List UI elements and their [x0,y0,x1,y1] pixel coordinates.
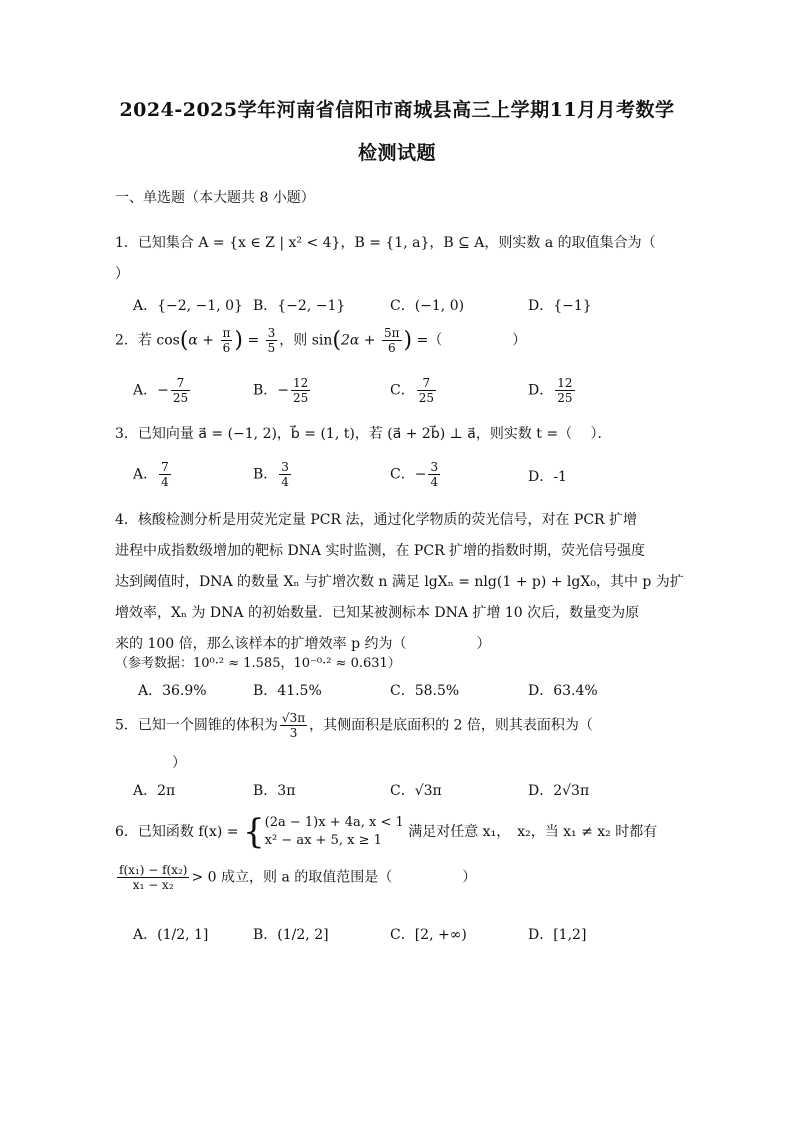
q2-option-a: A．− $\frac{7}{25}$ [133,376,189,405]
q4-line-1: 4．核酸检测分析是用荧光定量 PCR 法，通过化学物质的荧光信号，对在 PCR 扩增 [115,512,638,528]
q5-option-d: D．2√3π [528,783,590,799]
q5-stem-cont: ） [172,755,186,771]
q2-frac-3-5: $\frac{3}{5}$ [267,326,276,355]
q4-option-a: A．36.9% [138,683,207,699]
q5-stem: 5．已知一个圆锥的体积为 $\frac{√3\pi}{3}$ ，其侧面积是底面积的 2 倍，则其表面积为（ [115,711,593,740]
section-heading: 一、单选题（本大题共 8 小题） [115,190,315,206]
q1-option-c: C．(−1, 0) [390,298,465,314]
q1-option-b: B．{−2, −1} [253,298,346,314]
q6-stem: 6．已知函数 f(x) = { (2a − 1)x + 4a, x < 1 x² − ax + 5, x ≥ 1 满足对任意 x₁， x₂，当 x₁ ≠ x₂ 时都有 [115,812,658,852]
q2-stem: 2．若 cos(α + $\frac{\pi}{6}$ ) = $\frac{3}{5}$ ，则 sin(2α + $\frac{5\pi}{6}$ ) =（ ） [115,326,527,355]
doc-title-line1: 2024-2025学年河南省信阳市商城县高三上学期11月月考数学 [119,99,675,121]
q3-option-b: B． $\frac{3}{4}$ [253,460,289,489]
q3-option-d: D．-1 [528,469,567,485]
q6-option-b: B．(1/2, 2] [253,927,329,943]
q1-stem-cont: ） [115,266,129,282]
q3-stem: 3．已知向量 a⃗ = (−1, 2)，b⃗ = (1, t)，若 (a⃗ + 2b⃗) ⊥ a⃗，则实数 t =（ ）． [115,426,612,442]
q2-option-c: C． $\frac{7}{25}$ [390,376,434,405]
q6-option-c: C．[2, +∞) [390,927,467,943]
q6-option-a: A．(1/2, 1] [133,927,209,943]
q6-condition: $\frac{\text{f(x₁) − f(x₂)}}{\text{x₁ − x₂}}$ > 0 成立，则 a 的取值范围是（ ） [119,863,477,892]
q2-option-d: D． $\frac{12}{25}$ [528,376,573,405]
q4-option-c: C．58.5% [390,683,460,699]
q3-option-a: A． $\frac{7}{4}$ [133,460,169,489]
q6-option-d: D．[1,2] [528,927,587,943]
q2-frac-pi-6: $\frac{\pi}{6}$ [222,326,231,355]
q4-line-3: 达到阈值时，DNA 的数量 Xₙ 与扩增次数 n 满足 lgXₙ = nlg(1 + p) + lgX₀，其中 p 为扩 [115,574,684,590]
q4-option-b: B．41.5% [253,683,322,699]
q6-piecewise: (2a − 1)x + 4a, x < 1 x² − ax + 5, x ≥ 1 [264,815,404,848]
q1-option-a: A．{−2, −1, 0} [133,298,243,314]
q5-option-b: B．3π [253,783,296,799]
q4-reference-data: （参考数据：10⁰·² ≈ 1.585，10⁻⁰·² ≈ 0.631） [115,656,401,671]
q4-line-5: 来的 100 倍，那么该样本的扩增效率 p 约为（ ） [115,636,491,652]
q1-option-d: D．{−1} [528,298,592,314]
q4-option-d: D．63.4% [528,683,598,699]
q1-stem: 1．已知集合 A = {x ∈ Z | x² < 4}，B = {1, a}，B ⊆ A，则实数 a 的取值集合为（ [115,235,656,251]
q5-option-c: C．√3π [390,783,442,799]
q4-line-4: 增效率，Xₙ 为 DNA 的初始数量．已知某被测标本 DNA 扩增 10 次后，数量变为原 [115,605,640,621]
doc-title-line2: 检测试题 [357,142,436,164]
q4-line-2: 进程中成指数级增加的靶标 DNA 实时监测，在 PCR 扩增的指数时期，荧光信号强度 [115,543,646,559]
q5-option-a: A．2π [133,783,176,799]
q3-option-c: C．− $\frac{3}{4}$ [390,460,439,489]
q6-frac-slope: $\frac{\text{f(x₁) − f(x₂)}}{\text{x₁ − x₂}}$ [119,863,188,892]
q2-frac-5pi-6: $\frac{5\pi}{6}$ [384,326,400,355]
q5-frac-volume: $\frac{√3\pi}{3}$ [281,711,306,740]
q2-option-b: B．− $\frac{12}{25}$ [253,376,309,405]
